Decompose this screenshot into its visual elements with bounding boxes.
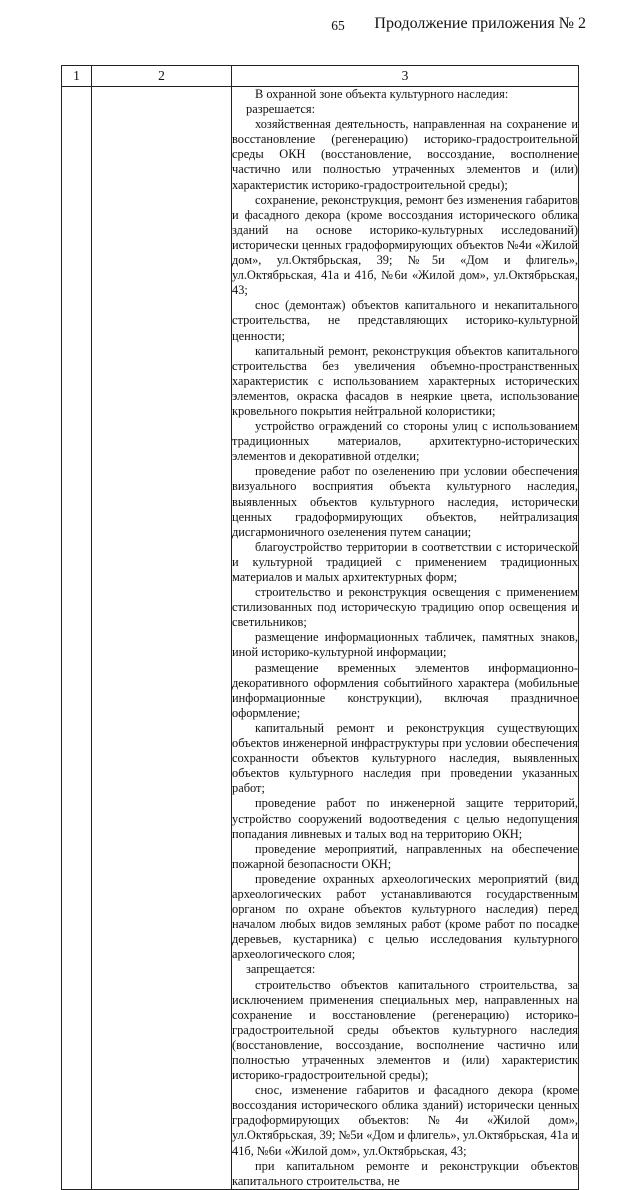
zone-intro: В охранной зоне объекта культурного наследия: <box>255 87 509 101</box>
paragraph: размещение временных элементов информационно-декоративного оформления событийного характера (мобильные информационные конструкции), включая праздничное оформление; <box>232 660 578 720</box>
paragraph: строительство объектов капитального строительства, за исключением применения специальных мер, направленных на сохранение и восстановление (регенерацию) историко-градостроительной среды объектов культурного наследия (восстановление, воссоздание, восполнение частично или полностью утраченных элементов и (или) характеристик историко-градостроительной среды); <box>232 977 578 1083</box>
paragraph: при капитальном ремонте и реконструкции объектов капитального строительства, не <box>232 1158 578 1188</box>
paragraph: снос, изменение габаритов и фасадного декора (кроме воссоздания исторического облика зданий) исторически ценных градоформирующих объектов: №4и «Жилой дом», ул.Октябрьская, 39; №5и «Дом и флигель», ул.Октябрьская, 41а и 41б, №6и «Жилой дом», ул.Октябрьская, 43; <box>232 1083 578 1158</box>
page-number: 65 <box>331 18 345 33</box>
paragraph: капитальный ремонт, реконструкция объектов капитального строительства без увеличения объемно-пространственных характеристик с использованием характерных исторических элементов, окраска фасадов в неяркие цвета, использование кровельного покрытия нейтральной колористики; <box>232 343 578 418</box>
appendix-continuation-label: Продолжение приложения № 2 <box>374 15 586 32</box>
paragraph: проведение мероприятий, направленных на обеспечение пожарной безопасности ОКН; <box>232 841 578 871</box>
cell-col-3 <box>232 87 579 1190</box>
section-heading-prohibited: запрещается: <box>246 962 316 977</box>
paragraph: устройство ограждений со стороны улиц с использованием традиционных материалов, архитектурно-исторических элементов и декоративной отделки; <box>232 419 578 464</box>
paragraph: проведение работ по озеленению при условии обеспечения визуального восприятия объекта культурного наследия, выявленных объектов культурного наследия, исторически ценных градоформирующих объектов, нейтрализация дисгармоничного озеленения путем санации; <box>232 464 578 539</box>
document-table <box>61 65 579 1190</box>
cell-col-1 <box>62 87 92 1190</box>
column-header-3: 3 <box>232 66 579 87</box>
paragraph: снос (демонтаж) объектов капитального и некапитального строительства, не представляющих историко-культурной ценности; <box>232 298 578 343</box>
section-heading-allowed: разрешается: <box>246 102 316 117</box>
paragraph: проведение работ по инженерной защите территорий, устройство сооружений водоотведения с целью недопущения попадания ливневых и талых вод на территорию ОКН; <box>232 796 578 841</box>
paragraph: благоустройство территории в соответствии с исторической и культурной традицией с применением традиционных материалов и малых архитектурных форм; <box>232 539 578 584</box>
table-body-row <box>62 87 579 1190</box>
cell-col-2 <box>92 87 232 1190</box>
paragraph: проведение охранных археологических мероприятий (вид археологических работ устанавливаются государственным органом по охране объектов культурного наследия) перед началом любых видов земляных работ (кроме работ по посадке деревьев, кустарника) с целью исследования культурного археологического слоя; <box>232 871 578 962</box>
column-header-2: 2 <box>92 66 232 87</box>
table-header-row <box>62 66 579 87</box>
paragraph: сохранение, реконструкция, ремонт без изменения габаритов и фасадного декора (кроме воссоздания исторического облика зданий на основе историко-культурных исследований) исторически ценных градоформирующих объектов №4и «Жилой дом», ул.Октябрьская, 39; №5и «Дом и флигель», ул.Октябрьская, 41а и 41б, №6и «Жилой дом», ул.Октябрьская, 43; <box>232 192 578 298</box>
paragraph: размещение информационных табличек, памятных знаков, иной историко-культурной информации; <box>232 630 578 660</box>
paragraph: строительство и реконструкция освещения с применением стилизованных под историческую традицию опор освещения и светильников; <box>232 585 578 630</box>
paragraph: хозяйственная деятельность, направленная на сохранение и восстановление (регенерацию) историко-градостроительной среды ОКН (восстановление, воссоздание, восполнение частично или полностью утраченных элементов и (или) характеристик историко-градостроительной среды); <box>232 117 578 192</box>
paragraph: капитальный ремонт и реконструкция существующих объектов инженерной инфраструктуры при условии обеспечения сохранности объектов культурного наследия, выявленных объектов культурного наследия при проведении указанных работ; <box>232 720 578 796</box>
column-header-1: 1 <box>62 66 92 87</box>
